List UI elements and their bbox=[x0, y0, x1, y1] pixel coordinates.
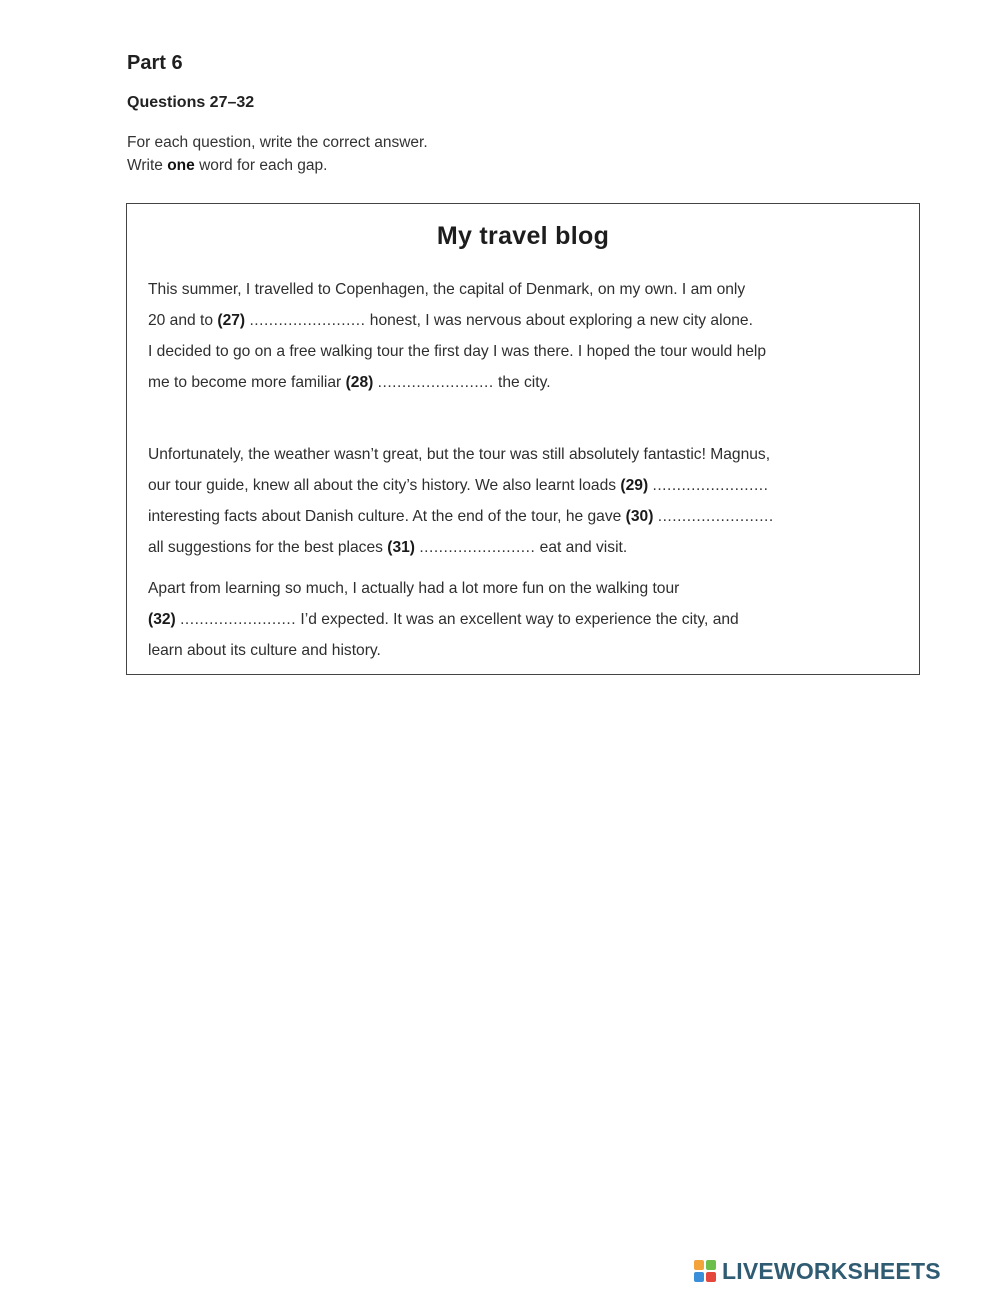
text-span: honest, I was nervous about exploring a new city alone. bbox=[365, 312, 753, 329]
gap-number-27: (27) bbox=[217, 312, 246, 329]
gap-number-29: (29) bbox=[620, 477, 649, 494]
text-line bbox=[148, 532, 908, 563]
text-span: our tour guide, knew all about the city’s history. We also learnt loads bbox=[148, 477, 621, 494]
gap-27[interactable]: ........................ bbox=[249, 312, 366, 329]
liveworksheets-logo-icon bbox=[694, 1260, 716, 1282]
text-line bbox=[148, 367, 908, 398]
text-span: me to become more familiar bbox=[148, 374, 346, 391]
logo-square bbox=[694, 1272, 704, 1282]
logo-square bbox=[706, 1260, 716, 1270]
gap-29[interactable]: ........................ bbox=[652, 477, 769, 494]
text-span: all suggestions for the best places bbox=[148, 539, 388, 556]
instruction-text: word for each gap. bbox=[194, 157, 328, 174]
text-line: This summer, I travelled to Copenhagen, the capital of Denmark, on my own. I am only bbox=[148, 281, 746, 298]
part-title: Part 6 bbox=[127, 52, 183, 74]
text-span: 20 and to bbox=[148, 312, 218, 329]
logo-square bbox=[706, 1272, 716, 1282]
text-span: eat and visit. bbox=[535, 539, 628, 556]
paragraph-1 bbox=[148, 274, 908, 398]
text-line: learn about its culture and history. bbox=[148, 642, 381, 659]
text-line: Apart from learning so much, I actually had a lot more fun on the walking tour bbox=[148, 580, 680, 597]
instructions bbox=[127, 131, 428, 177]
gap-number-28: (28) bbox=[345, 374, 374, 391]
instruction-line-2 bbox=[127, 154, 428, 177]
text-line: Unfortunately, the weather wasn’t great, but the tour was still absolutely fantastic! Magnus, bbox=[148, 446, 771, 463]
text-span: interesting facts about Danish culture. At the end of the tour, he gave bbox=[148, 508, 626, 525]
gap-number-31: (31) bbox=[387, 539, 415, 556]
logo-square bbox=[694, 1260, 704, 1270]
text-line: I decided to go on a free walking tour the first day I was there. I hoped the tour would help bbox=[148, 343, 767, 360]
gap-number-30: (30) bbox=[625, 508, 654, 525]
blog-box bbox=[126, 203, 920, 675]
gap-32[interactable]: ........................ bbox=[180, 611, 297, 628]
gap-28[interactable]: ........................ bbox=[377, 374, 494, 391]
text-span: I’d expected. It was an excellent way to experience the city, and bbox=[296, 611, 739, 628]
liveworksheets-brand[interactable] bbox=[694, 1257, 941, 1285]
gap-31[interactable]: ........................ bbox=[419, 539, 536, 556]
instruction-line-1: For each question, write the correct answer. bbox=[127, 134, 428, 151]
paragraph-3 bbox=[148, 573, 908, 666]
text-line bbox=[148, 470, 908, 501]
text-line bbox=[148, 604, 908, 635]
gap-30[interactable]: ........................ bbox=[657, 508, 774, 525]
questions-title: Questions 27–32 bbox=[127, 94, 255, 111]
instruction-emphasis: one bbox=[167, 157, 195, 174]
text-line bbox=[148, 501, 908, 532]
gap-number-32: (32) bbox=[148, 611, 176, 628]
paragraph-2 bbox=[148, 439, 908, 563]
text-span: the city. bbox=[493, 374, 551, 391]
brand-name: LIVEWORKSHEETS bbox=[722, 1257, 941, 1284]
instruction-text: Write bbox=[127, 157, 168, 174]
text-line bbox=[148, 305, 908, 336]
blog-title: My travel blog bbox=[436, 222, 610, 250]
